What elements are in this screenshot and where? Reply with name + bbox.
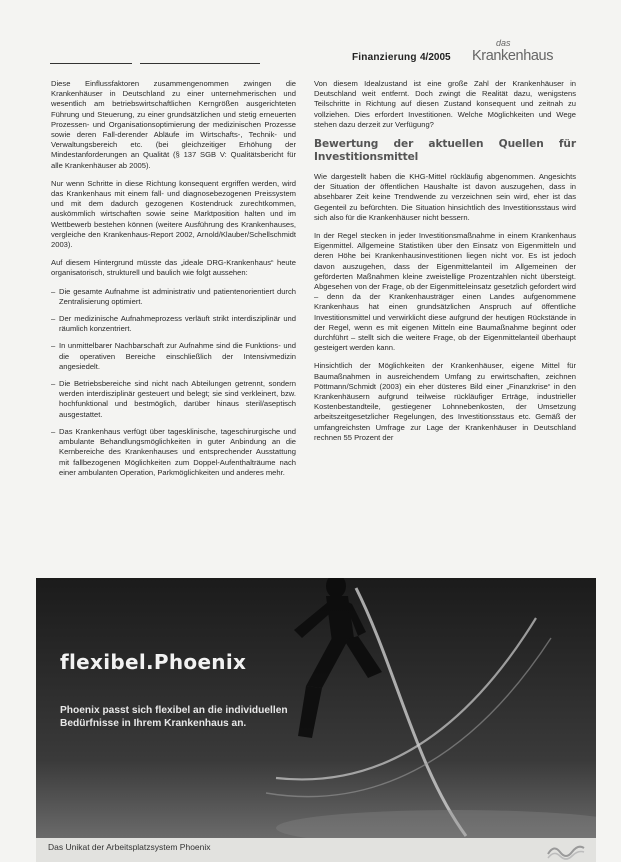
right-column <box>314 79 576 451</box>
section-heading: Bewertung der aktuellen Quellen für Investitionsmittel <box>314 138 576 164</box>
advertisement <box>36 578 596 838</box>
footer-text: Das Unikat der Arbeitsplatzsystem Phoenix <box>48 842 211 852</box>
advert-title: flexibel.Phoenix <box>60 650 247 674</box>
advert-copy-line: Phoenix passt sich flexibel an die individuellen <box>60 705 288 716</box>
paragraph: Nur wenn Schritte in diese Richtung konsequent ergriffen werden, wird das Krankenhaus mit einem fall- und diagnosebezogenen Preissystem und mit dem dadurch gezogenen Kostendruck zurechtkommen, auskömmlich wirtschaften sowie seine Marktposition halten und im Wettbewerb bestehen können (weitere Ausführung des Krankenhauses, vergleiche den Krankenhaus-Report 2002, Arnold/Klauber/Schellschmidt 2003). <box>51 178 296 250</box>
section-label: Finanzierung <box>352 52 417 63</box>
list-item: – Der medizinische Aufnahmeprozess verläuft strikt interdisziplinär und räumlich konzentriert. <box>51 314 296 334</box>
advert-copy-line: Bedürfnisse in Ihrem Krankenhaus an. <box>60 718 247 729</box>
logo-das: das <box>496 38 511 48</box>
advert-footer <box>36 838 596 862</box>
header-rule <box>140 63 260 64</box>
brand-wave-icon <box>546 840 586 860</box>
issue-number: 4/2005 <box>420 52 451 63</box>
advert-copy <box>60 704 330 730</box>
paragraph: Wie dargestellt haben die KHG-Mittel rückläufig abgenommen. Angesichts der Situation der öffentlichen Haushalte ist davon auszugehen, dass in absehbarer Zeit keine Trendwende zu verzeichnen sein wird, eher ist das Gegenteil zu befürchten. Die Situation hinsichtlich des Investitionsstaus wird sich also für die Krankenhäuser nicht bessern. <box>314 172 576 222</box>
left-column <box>51 79 296 485</box>
requirements-list <box>51 287 296 478</box>
list-item: – In unmittelbarer Nachbarschaft zur Aufnahme sind die Funktions- und die operativen Bereiche einschließlich der Intensivmedizin angesiedelt. <box>51 341 296 372</box>
list-item: – Die Betriebsbereiche sind nicht nach Abteilungen getrennt, sondern werden interdisziplinär gesteuert und belegt; sie sind verkleinert, bzw. hochfunktional und bestmöglich, darüber hinaus steril/aseptisch ausgestattet. <box>51 379 296 420</box>
magazine-logo <box>472 38 572 68</box>
paragraph: Von diesem Idealzustand ist eine große Zahl der Krankenhäuser in Deutschland weit entfernt. Doch zwingt die Realität dazu, wenigstens Teilschritte in Richtung auf diesen Zustand konsequent und zeitnah zu vollziehen. Dies erfordert Investitionen. Welche Möglichkeiten und Wege stehen dazu derzeit zur Verfügung? <box>314 79 576 129</box>
list-item: – Die gesamte Aufnahme ist administrativ und patientenorientiert durch Zentralisierung optimiert. <box>51 287 296 307</box>
logo-krankenhaus: Krankenhaus <box>472 48 554 64</box>
list-item: – Das Krankenhaus verfügt über tagesklinische, tageschirurgische und ambulante Behandlungsmöglichkeiten in guter Anbindung an die Kernbereiche des Krankenhauses und entsprechender Ausstattung mit fallbezogenen Möglichkeiten zum Doppel-Aufenthalträume nach einer ambulanten Operation, Parkmöglichkeiten und anderes mehr. <box>51 427 296 478</box>
header-rule <box>50 63 132 64</box>
paragraph: Diese Einflussfaktoren zusammengenommen zwingen die Krankenhäuser in Deutschland zu einer unternehmerischen und wesentlich am betriebswirtschaftlichen Kerngrößen ausgerichteten Führung und Steuerung, zu einer grundsätzlichen und stetig erneuerten Prozessen- und Organisationsoptimierung der medizinischen Prozesse sowie deren Fall-derender Abläufe im Wirtschafts-, Technik- und Verwaltungsbereich etc. (bei gleichzeitiger Erhöhung der Mindestanforderungen an Qualität (§ 137 SGB V: Qualitätsbericht für alle Krankenhäuser ab 2005). <box>51 79 296 170</box>
paragraph: In der Regel stecken in jeder Investitionsmaßnahme in einem Krankenhaus Eigenmittel. Allgemeine Statistiken über den Einsatz von Eigenmitteln und deren Höhe bei Krankenhausinvestitionen liegen nicht vor. Es ist jedoch davon auszugehen, dass der Eigenmittelanteil im Allgemeinen der geförderten Maßnahmen kleine zweistellige Prozentzahlen nicht übersteigt. Abgesehen von der Frage, ob der Eigenmitteleinsatz gesetzlich gefordert wird – denn da der Krankenhausträger einen Landes aufgenommene Krankenhaus hat einen grundsätzlichen Anspruch auf öffentliche Investitionsmittel und verwirklicht diese aufgrund der heutigen Rückstände in der Regel, wenn es mit eigenen Mitteln eine Baumaßnahme beginnt oder durchführt – stellt sich die weitere Frage, ob der Eigenmittelanteil überhaupt gesteigert werden kann. <box>314 231 576 353</box>
paragraph: Hinsichtlich der Möglichkeiten der Krankenhäuser, eigene Mittel für Baumaßnahmen in ausreichendem Umfang zu erwirtschaften, zeichnen Pöttmann/Schmidt (2003) ein eher düsteres Bild einer „Finanzkrise“ in den Krankenhäusern aufgrund teilweise rückläufiger Erträge, industrieller Kostenbestandteile, gestiegener Lohnnebenkosten, der Umsetzung arbeitszeitgesetzlicher Regelungen, des Investitionsstaus etc. Gemäß der umfangreichsten Umfrage zur Lage der Krankenhäuser in Deutschland rechnen 55 Prozent der <box>314 361 576 442</box>
paragraph: Auf diesem Hintergrund müsste das „ideale DRG-Krankenhaus“ heute organisatorisch, strukturell und baulich wie folgt aussehen: <box>51 258 296 278</box>
